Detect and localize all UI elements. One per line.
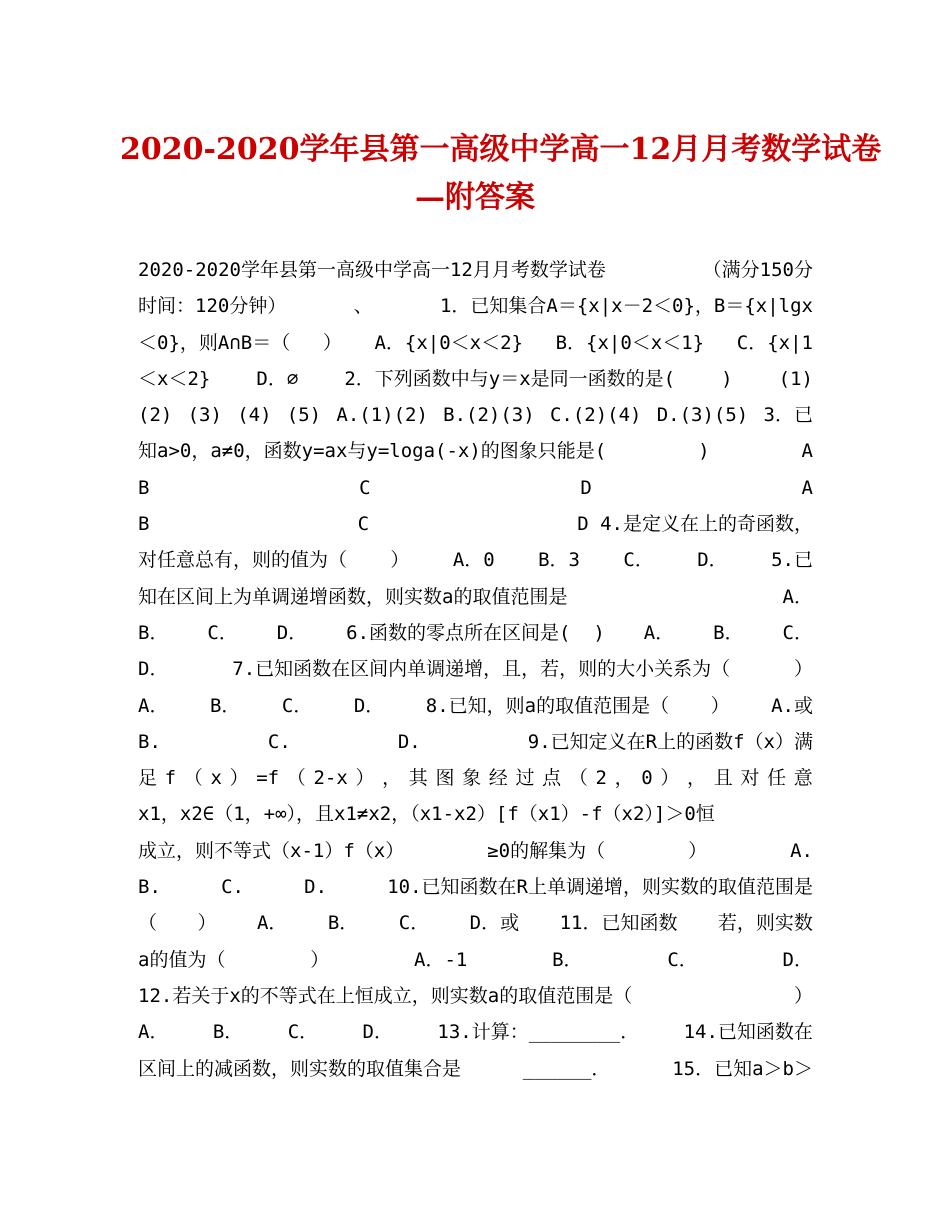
text-segment: ) (721, 367, 733, 390)
text-segment: 图 (435, 767, 455, 790)
text-segment: A． (782, 585, 813, 608)
text-segment: B (138, 476, 150, 499)
text-segment: D. (397, 730, 421, 753)
text-segment: D. (304, 876, 328, 899)
text-segment: C． (398, 912, 430, 935)
text-segment: (1) (778, 367, 813, 390)
text-line (138, 433, 813, 469)
text-segment: C (357, 513, 370, 536)
text-line (138, 760, 813, 796)
text-segment: C． (287, 1021, 319, 1044)
text-segment: D．∅ (256, 367, 299, 390)
text-segment: a的值为（ (138, 948, 226, 971)
text-segment: ) (698, 440, 710, 463)
text-segment: 经 (488, 767, 508, 790)
text-segment: ） (793, 658, 813, 681)
text-line (138, 942, 813, 978)
text-segment: 象 (462, 767, 482, 790)
text-line (138, 724, 813, 760)
text-segment: B． (327, 912, 359, 935)
text-segment: C． (667, 948, 698, 971)
text-segment: （ (183, 767, 203, 790)
text-segment: A.或 (771, 694, 813, 717)
text-segment: （ (286, 767, 306, 790)
text-segment: 7.已知函数在区间内单调递增，且，若，则的大小关系为（ (232, 658, 731, 681)
text-line (138, 542, 813, 578)
text-segment: ， (382, 767, 402, 790)
text-segment: B． (209, 694, 241, 717)
text-segment: ） (197, 912, 217, 935)
text-segment: A． (643, 621, 675, 644)
text-segment: ） (710, 694, 730, 717)
text-line (138, 905, 813, 941)
text-segment: 2020-2020学年县第一高级中学高一12月月考数学试卷 (138, 259, 606, 281)
text-segment: 足 (138, 767, 158, 790)
text-segment: C． (782, 621, 813, 644)
text-segment: C. (221, 876, 244, 899)
text-segment: （满分150分 (702, 259, 813, 281)
text-segment: D.(3)(5) (656, 404, 749, 427)
text-line (138, 470, 813, 506)
text-segment: D．或 (469, 912, 520, 935)
text-segment: B. (138, 876, 161, 899)
text-segment: A (801, 440, 813, 463)
text-segment: C. (267, 730, 291, 753)
text-segment: ） (390, 549, 410, 572)
text-segment: 区间上的减函数，则实数的取值集合是 (138, 1057, 462, 1080)
text-segment: A．0 (452, 549, 495, 572)
text-line (138, 1051, 813, 1087)
text-segment: ） (660, 767, 680, 790)
text-segment: B (138, 513, 150, 536)
text-segment: 15．已知a＞b＞ (672, 1057, 813, 1080)
text-segment: ） (688, 839, 708, 862)
text-segment: (3) (187, 404, 222, 427)
text-segment: ＜0}，则A∩B＝（ (138, 331, 291, 354)
document-body (138, 252, 813, 1087)
text-line (138, 796, 813, 832)
text-segment: 知在区间上为单调递增函数，则实数a的取值范围是 (138, 585, 568, 608)
text-segment: A． (138, 1021, 169, 1044)
text-line (138, 252, 813, 288)
text-segment: 2．下列函数中与y＝x是同一函数的是( (344, 367, 676, 390)
text-segment: 对任意总有，则的值为（ (138, 549, 348, 572)
text-segment: （ (568, 767, 588, 790)
text-segment: 0 (641, 767, 653, 790)
text-segment: B． (138, 621, 169, 644)
text-line (138, 288, 813, 324)
text-segment: B.(2)(3) (443, 404, 535, 427)
text-segment: 时间：120分钟） (138, 295, 287, 318)
text-segment: ） (355, 767, 375, 790)
text-segment: B． (713, 621, 744, 644)
text-segment: 、 (353, 295, 373, 318)
text-segment: 1．已知集合A＝{x|x－2＜0}，B＝{x|lgx (439, 295, 813, 318)
text-segment: 2 (595, 767, 607, 790)
text-segment: A． (256, 912, 288, 935)
text-segment: 8.已知，则a的取值范围是（ (425, 694, 670, 717)
text-segment: B. (138, 730, 161, 753)
text-line (138, 325, 813, 361)
text-segment: x1，x2∈（1，+∞），且x1≠x2，（x1-x2）[f（x1）-f（x2）]＞0恒 (138, 803, 715, 826)
text-segment: （ (138, 912, 158, 935)
text-segment: 14.已知函数在 (683, 1021, 813, 1044)
text-segment: D． (138, 658, 169, 681)
text-line (138, 1014, 813, 1050)
text-segment: ） (310, 948, 330, 971)
text-segment: 11．已知函数 (559, 912, 678, 935)
text-segment: (4) (237, 404, 272, 427)
text-segment: ______． (522, 1057, 611, 1080)
text-segment: 任 (767, 767, 787, 790)
text-segment: C． (623, 549, 654, 572)
text-segment: ， (687, 767, 707, 790)
text-segment: 过 (515, 767, 535, 790)
text-segment: D． (353, 694, 385, 717)
text-segment: =f (256, 767, 280, 790)
text-segment: D． (362, 1021, 393, 1044)
text-segment: C．{x|1 (736, 331, 813, 354)
text-segment: D (580, 476, 592, 499)
text-segment: 且 (713, 767, 733, 790)
text-line (138, 579, 813, 615)
text-segment: ≥0的解集为（ (487, 839, 606, 862)
text-segment: 其 (408, 767, 428, 790)
document-title: 2020-2020学年县第一高级中学高一12月月考数学试卷 (120, 132, 882, 167)
text-segment: 点 (542, 767, 562, 790)
text-segment: 9.已知定义在R上的函数f（x）满 (527, 730, 813, 753)
text-line (138, 833, 813, 869)
text-segment: A．{x|0＜x＜2} (374, 331, 523, 354)
text-segment: 对 (740, 767, 760, 790)
text-segment: 成立，则不等式（x-1）f（x） (138, 839, 405, 862)
text-segment: B．3 (538, 549, 580, 572)
document-subtitle: —附答案 (415, 180, 535, 215)
text-segment: ＜x＜2} (138, 367, 211, 390)
text-line (138, 615, 813, 651)
text-line (138, 361, 813, 397)
text-segment: 10.已知函数在R上单调递增，则实数的取值范围是 (387, 876, 813, 899)
text-segment: D 4.是定义在上的奇函数， (577, 513, 813, 536)
text-segment: 若，则实数 (717, 912, 813, 935)
text-line (138, 978, 813, 1014)
text-segment: D． (782, 948, 813, 971)
text-segment: C． (207, 621, 238, 644)
text-segment: A (801, 476, 813, 499)
text-line (138, 506, 813, 542)
text-segment: C (359, 476, 371, 499)
text-segment: C． (281, 694, 313, 717)
text-segment: A.(1)(2) (336, 404, 428, 427)
text-segment: ） (322, 331, 342, 354)
text-segment: 12.若关于x的不等式在上恒成立，则实数a的取值范围是（ (138, 984, 633, 1007)
text-line (138, 397, 813, 433)
text-segment: (2) (138, 404, 173, 427)
text-segment: D． (276, 621, 308, 644)
text-segment: f (164, 767, 177, 790)
text-line (138, 688, 813, 724)
text-segment: 5.已 (771, 549, 813, 572)
text-segment: A. (790, 839, 813, 862)
text-segment: 13.计算：________． (437, 1021, 640, 1044)
text-segment: ， (614, 767, 634, 790)
text-segment: C.(2)(4) (549, 404, 642, 427)
text-segment: 6.函数的零点所在区间是( ) (346, 621, 605, 644)
text-segment: 2-x (313, 767, 348, 790)
text-segment: ） (229, 767, 249, 790)
text-segment: 意 (793, 767, 813, 790)
text-line (138, 869, 813, 905)
text-line (138, 651, 813, 687)
text-segment: D． (697, 549, 728, 572)
text-segment: x (210, 767, 222, 790)
text-segment: 3．已 (763, 404, 813, 427)
text-segment: ） (793, 984, 813, 1007)
text-segment: B． (552, 948, 583, 971)
text-segment: B．{x|0＜x＜1} (555, 331, 705, 354)
text-segment: A． (138, 694, 169, 717)
text-segment: 知a>0，a≠0，函数y=ax与y=loga(-x)的图象只能是( (138, 440, 607, 463)
text-segment: (5) (286, 404, 322, 427)
text-segment: B． (212, 1021, 244, 1044)
text-segment: A．-1 (414, 948, 468, 971)
